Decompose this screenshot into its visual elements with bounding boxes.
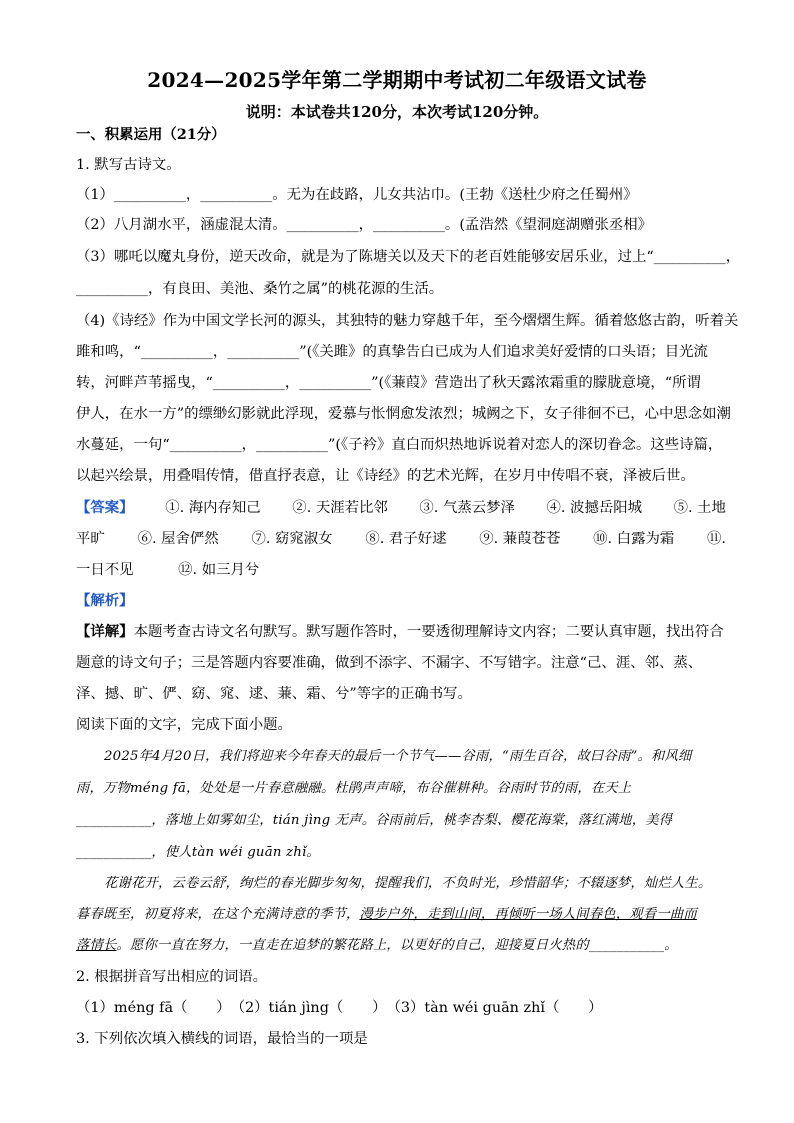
detail-text: 本题考查古诗文名句默写。默写题作答时，一要透彻理解诗文内容；二要认真审题，找出符合 bbox=[133, 624, 724, 640]
question-1-stem: 1. 默写古诗文。 bbox=[76, 157, 181, 173]
question-1-part-1: （1）__________，__________。无为在歧路，儿女共沾巾。(王勃《送杜少府之任蜀州》 bbox=[76, 187, 638, 203]
answer-item: ⑥. 屋舍俨然 bbox=[137, 531, 219, 547]
passage-line: ___________，落地上如雾如尘，tián jìng 无声。谷雨前后，桃李杏梨、樱花海棠，落红满地，美得 bbox=[76, 813, 673, 828]
passage-text: 。愿你一直在努力，一直走在追梦的繁花路上，以更好的自己，迎接夏日火热的___________。 bbox=[116, 938, 678, 953]
exam-instructions: 说明：本试卷共120分，本次考试120分钟。 bbox=[245, 103, 549, 121]
detail-line-3: 泽、撼、旷、俨、窈、窕、逑、蒹、霜、兮”等字的正确书写。 bbox=[76, 686, 472, 702]
answer-row bbox=[76, 559, 726, 581]
answer-item: ⑦. 窈窕淑女 bbox=[251, 531, 333, 547]
answer-item: ⑫. 如三月兮 bbox=[178, 562, 260, 578]
section-heading: 一、积累运用（21分） bbox=[76, 126, 226, 143]
reading-instructions: 阅读下面的文字，完成下面小题。 bbox=[76, 717, 292, 733]
passage-line bbox=[76, 935, 726, 957]
question-1-part-4-line-6: 以起兴绘景，用叠唱传情，借直抒表意，让《诗经》的艺术光辉，在岁月中传唱不衰，泽被后世。 bbox=[76, 468, 695, 484]
answer-item: 一日不见 bbox=[76, 562, 134, 578]
underlined-sentence: 落情长 bbox=[76, 938, 117, 953]
detail-line-1 bbox=[76, 621, 726, 643]
underlined-sentence: 漫步户外，走到山间，再倾听一场人间春色，观看一曲而 bbox=[359, 907, 697, 922]
question-3-stem: 3. 下列依次填入横线的词语，最恰当的一项是 bbox=[76, 1031, 368, 1047]
answer-item: ③. 气蒸云梦泽 bbox=[419, 500, 515, 516]
question-1-part-4-line-2: 雎和鸣，“__________，__________”(《关雎》的真挚告白已成为人们追求美好爱情的口头语；目光流 bbox=[76, 344, 708, 360]
page-title: 2024—2025学年第二学期期中考试初二年级语文试卷 bbox=[147, 68, 647, 92]
answer-item: 平旷 bbox=[76, 531, 105, 547]
question-1-part-3-line-1: （3）哪吒以魔丸身份，逆天改命，就是为了陈塘关以及天下的老百姓能够安居乐业，过上“__________， bbox=[76, 249, 741, 265]
passage-line: 雨，万物méng fā，处处是一片春意融融。杜鹃声声啼，布谷催耕种。谷雨时节的雨，在天上 bbox=[76, 781, 632, 796]
question-1-part-3-line-2: __________，有良田、美池、桑竹之属”的桃花源的生活。 bbox=[76, 281, 444, 297]
passage-line: 2025年4月20日，我们将迎来今年春天的最后一个节气——谷雨，“雨生百谷，故曰谷雨”。和风细 bbox=[104, 749, 692, 764]
answer-row bbox=[76, 497, 726, 519]
answer-item: ⑨. 蒹葭苍苍 bbox=[479, 531, 561, 547]
question-1-part-4-line-3: 转，河畔芦苇摇曳，“__________，__________”(《蒹葭》营造出了秋天露浓霜重的朦胧意境，“所谓 bbox=[76, 375, 701, 391]
question-1-part-2: （2）八月湖水平，涵虚混太清。__________，__________。(孟浩然《望洞庭湖赠张丞相》 bbox=[76, 217, 653, 233]
question-2-items: （1）méng fā（ ） （2）tián jìng（ ） （3）tàn wéi guān zhǐ（ ） bbox=[76, 1000, 603, 1016]
passage-text: 暮春既至，初夏将来，在这个充满诗意的季节， bbox=[76, 907, 360, 922]
answer-row bbox=[76, 528, 726, 550]
detail-tag: 【详解】 bbox=[76, 623, 134, 640]
passage-line bbox=[76, 904, 726, 926]
answer-tag: 【答案】 bbox=[76, 499, 134, 516]
passage-line: ___________，使人tàn wéi guān zhǐ。 bbox=[76, 845, 320, 860]
answer-item: ②. 天涯若比邻 bbox=[292, 500, 388, 516]
answer-item: ⑧. 君子好逑 bbox=[365, 531, 447, 547]
answer-item: ①. 海内存知己 bbox=[165, 500, 261, 516]
answer-item: ④. 波撼岳阳城 bbox=[546, 500, 643, 516]
question-1-part-4-line-1: （4)《诗经》作为中国文学长河的源头，其独特的魅力穿越千年，至今熠熠生辉。循着悠悠古韵，听着关 bbox=[76, 313, 739, 329]
answer-item: ⑤. 土地 bbox=[673, 500, 726, 516]
question-2-stem: 2. 根据拼音写出相应的词语。 bbox=[76, 969, 267, 985]
answer-item: ⑪. bbox=[707, 531, 726, 547]
detail-line-2: 题意的诗文句子；三是答题内容要准确，做到不添字、不漏字、不写错字。注意“己、涯、邻、蒸、 bbox=[76, 655, 703, 671]
question-1-part-4-line-4: 伊人，在水一方”的缥缈幻影就此浮现，爱慕与怅惘愈发浓烈；城阙之下，女子徘徊不已，心中思念如潮 bbox=[76, 406, 731, 422]
passage-line: 花谢花开，云卷云舒，绚烂的春光脚步匆匆，提醒我们，不负时光，珍惜韶华；不辍逐梦，灿烂人生。 bbox=[104, 876, 712, 891]
question-1-part-4-line-5: 水蔓延，一句“__________，__________”(《子衿》直白而炽热地诉说着对恋人的深切眷念。这些诗篇， bbox=[76, 437, 723, 453]
analysis-tag: 【解析】 bbox=[76, 592, 134, 609]
answer-item: ⑩. 白露为霜 bbox=[593, 531, 675, 547]
